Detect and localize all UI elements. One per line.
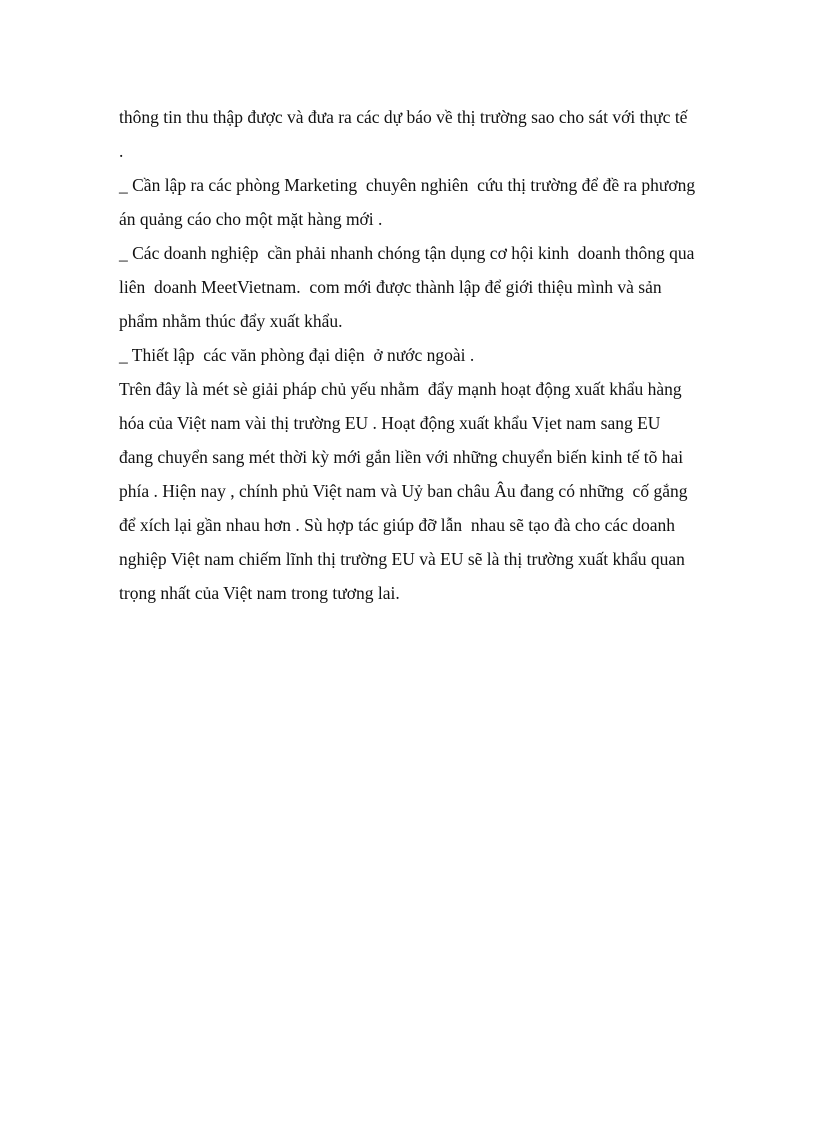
text-line: trọng nhất của Việt nam trong tương lai. <box>119 583 400 603</box>
text-line: _ Các doanh nghiệp cần phải nhanh chóng tận dụng cơ hội kinh doanh thông qua <box>119 243 695 263</box>
text-line: Trên đây là mét sè giải pháp chủ yếu nhằm đẩy mạnh hoạt động xuất khẩu hàng <box>119 379 682 399</box>
text-line: _ Cần lập ra các phòng Marketing chuyên nghiên cứu thị trường để đề ra phương <box>119 175 696 195</box>
text-line: . <box>119 141 124 161</box>
text-line: để xích lại gần nhau hơn . Sù hợp tác giúp đỡ lẫn nhau sẽ tạo đà cho các doanh <box>119 515 676 535</box>
body-text <box>119 100 739 610</box>
text-line: phẩm nhằm thúc đẩy xuất khẩu. <box>119 311 343 331</box>
text-line: phía . Hiện nay , chính phủ Việt nam và Uỷ ban châu Âu đang có những cố gắng <box>119 481 688 501</box>
text-line: _ Thiết lập các văn phòng đại diện ở nước ngoài . <box>119 345 475 365</box>
text-line: án quảng cáo cho một mặt hàng mới . <box>119 209 383 229</box>
text-line: liên doanh MeetVietnam. com mới được thành lập để giới thiệu mình và sản <box>119 277 662 297</box>
text-line: thông tin thu thập được và đưa ra các dự báo về thị trường sao cho sát với thực tế <box>119 107 688 127</box>
text-line: nghiệp Việt nam chiếm lĩnh thị trường EU và EU sẽ là thị trường xuất khẩu quan <box>119 549 685 569</box>
text-line: đang chuyển sang mét thời kỳ mới gắn liền với những chuyển biến kinh tế tõ hai <box>119 447 684 467</box>
text-line: hóa của Việt nam vài thị trường EU . Hoạt động xuất khẩu Vịet nam sang EU <box>119 413 661 433</box>
